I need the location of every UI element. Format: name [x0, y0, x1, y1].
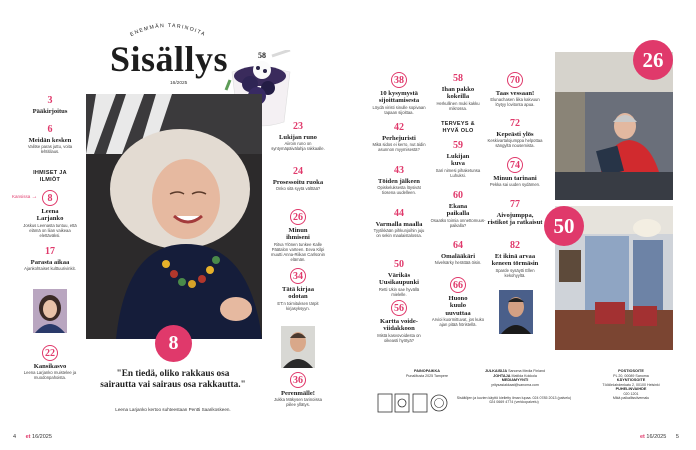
page-number: 72: [510, 118, 520, 129]
toc-entry-24[interactable]: [270, 166, 326, 191]
cover-page-ref: 58: [258, 51, 266, 60]
imprint-rights: Sisältöjen ja kuvien käyttö kielletty ilman lupaa. 024 0785 2013 (palvelu) 024 0669 4774 (verkkopalvelu): [456, 396, 572, 405]
imprint-phone-heading: PUHELINVAIHDE: [615, 387, 647, 391]
entry-description: Onko sitä syytä välttää?: [275, 186, 321, 192]
toc-entry-42[interactable]: [371, 122, 427, 152]
page-number: 38: [391, 72, 407, 88]
cover-label-text: Kansissa: [12, 194, 31, 199]
imprint-publisher: [470, 369, 560, 387]
right-issue: 16/2025: [646, 434, 667, 440]
entry-description: Opiskeluksesta löysivät tiosena uudelleen.: [377, 185, 421, 196]
page-number: 59: [453, 140, 463, 151]
imprint-director-text: Matilda Kokkola: [511, 373, 537, 378]
entry-title: Aivojumppa, ristikot ja ratkaisut: [487, 212, 543, 227]
entry-description: ET:n toimituksen tärpit kirjasyksyyn.: [277, 300, 319, 311]
left-folio: [13, 434, 52, 440]
imprint-publisher-heading: JULKAISIJA: [484, 369, 508, 373]
page-number: 43: [394, 165, 404, 176]
page-number: 82: [510, 240, 520, 251]
entry-title: Tätä kirjaa odotan: [281, 286, 315, 301]
toc-entry-23[interactable]: [270, 121, 326, 151]
toc-entry-43[interactable]: [371, 165, 427, 195]
quote-page-badge: 8: [155, 325, 192, 362]
entry-description: Sari nimesi pihaketunsa Luhuksi.: [435, 167, 481, 178]
toc-entry-74[interactable]: [487, 157, 543, 187]
cover-photo-leena-larjanko: [86, 94, 262, 339]
imprint-contact: [590, 369, 672, 400]
entry-title: Kartta voideviidakkoon: [380, 318, 418, 333]
entry-title: Töiden jälkeen: [378, 178, 420, 185]
toc-entry-3[interactable]: [20, 95, 80, 115]
toc-entry-70[interactable]: [487, 72, 543, 107]
left-issue: 16/2025: [32, 434, 52, 440]
svg-text:ENEMMÄN TARINOITA: [129, 22, 206, 38]
entry-description: Jukka Mäkysen tarinoissa piilee yllätys.: [274, 397, 322, 408]
imprint-web-text: Mikä paikallissiivemalu: [612, 396, 650, 400]
entry-description: Sparde sysäytti Ellen kekohyyltä.: [495, 267, 535, 278]
page-number: 6: [47, 124, 53, 135]
photo-badge-26: 26: [633, 40, 673, 80]
toc-entry-6[interactable]: [20, 124, 80, 154]
kicker-text: ENEMMÄN TARINOITA: [129, 22, 207, 39]
entry-title: Leena Larjanko: [36, 208, 64, 223]
right-folio: [640, 434, 679, 440]
entry-description: Nivelsärky herättää öisin.: [434, 260, 482, 266]
entry-description: Elunachasen liika kakvuun löytyy lovitonta apua.: [490, 97, 540, 108]
toc-entry-17[interactable]: [20, 246, 80, 271]
right-mag-name: et: [640, 434, 645, 440]
page-number: 42: [394, 122, 404, 133]
page-number: 26: [290, 209, 306, 225]
imprint-post-text: PL 20, 00089 Sanoma: [613, 373, 649, 378]
page-number: 17: [45, 246, 55, 257]
page-number: 24: [293, 166, 303, 177]
entry-description: Valitse paras juttu, voita lehtitilaus.: [27, 144, 73, 155]
left-page-number: 4: [13, 434, 17, 440]
entry-title: Prosessoitu ruoka: [272, 179, 324, 186]
main-quote: "En tiedä, oliko rakkaus osa sairautta vai sairaus osa rakkautta.": [100, 369, 246, 390]
quote-caption: Leena Larjanko kertoo suhteestaan Pentti Saarikoskeen.: [115, 407, 231, 412]
entry-description: Retti Ukin sae hyvällä mielelle.: [378, 286, 420, 297]
toc-entry-44[interactable]: [371, 208, 427, 238]
entry-title: Et ikinä arvaa keneen törmäsin: [491, 253, 539, 268]
imprint-post-heading: POSTIOSOITE: [618, 369, 644, 373]
imprint-media-heading: MEDIAMYYNTI: [501, 378, 529, 383]
entry-title: Taas vessaan!: [495, 90, 535, 97]
entry-title: 10 kysymystä sijoittamisesta: [378, 90, 420, 105]
page-number: 8: [42, 190, 58, 206]
entry-description: Mikä sidos ei kerro, nut äidin asunnon myymisestä?: [372, 142, 426, 153]
entry-description: Ajankohtaiset kulttuurivinkit.: [24, 266, 76, 272]
page-number: 64: [453, 240, 463, 251]
page-number: 70: [507, 72, 523, 88]
toc-entry-66[interactable]: [430, 277, 486, 327]
page-number: 74: [507, 157, 523, 173]
imprint-media-text: yritysasiakkaat@sanoma.com: [491, 382, 539, 387]
entry-description: Leena Larjanko muistelee ja muodonpahoista.: [23, 370, 77, 381]
toc-entry-8[interactable]: [20, 190, 80, 238]
entry-description: Herkullinen muki kakku mikrossa.: [436, 100, 480, 111]
page-number: 23: [293, 121, 303, 132]
eco-logos: [377, 392, 449, 414]
portrait-thumbnail-man: [499, 290, 533, 334]
toc-entry-56[interactable]: [371, 300, 427, 343]
page-number: 22: [42, 345, 58, 361]
right-page-number: 5: [675, 434, 679, 440]
toc-entry-26[interactable]: [270, 209, 326, 262]
entry-description: Osaatko toimia onnettomuuspaikalla?: [430, 217, 486, 228]
entry-title: Minun tarinani: [493, 175, 537, 182]
entry-title: Ihan pakko kokeilla: [441, 86, 475, 101]
photo-badge-50: 50: [544, 206, 584, 246]
imprint-visit-text: Töölönlahdenkatu 2, 00100 Helsinki: [602, 382, 660, 387]
toc-entry-38[interactable]: [371, 72, 427, 115]
entry-title: Perenmälle!: [281, 390, 315, 397]
page-number: 66: [450, 277, 466, 293]
page-number: 34: [290, 268, 306, 284]
entry-title: Kepeästi ylös: [496, 131, 534, 138]
entry-title: Minun ihmiseni: [286, 227, 310, 242]
entry-title: Kansikasvo: [33, 363, 67, 370]
page-number: 36: [290, 372, 306, 388]
toc-entry-50[interactable]: [371, 259, 427, 297]
entry-title: Pääkirjoitus: [32, 108, 68, 115]
imprint-publisher-text: Sanoma Media Finland: [508, 369, 546, 373]
toc-entry-22[interactable]: [20, 345, 80, 380]
entry-title: Ekana paikalla: [446, 203, 470, 218]
left-mag-name: et: [25, 434, 31, 440]
entry-description: Joskus Leenasta tuntuu, että elämä on liian vaikeaa elettäväksi.: [23, 222, 77, 238]
toc-entry-34[interactable]: [270, 268, 326, 311]
entry-title: Parasta aikaa: [30, 259, 70, 266]
page-number: 77: [510, 199, 520, 210]
toc-entry-82[interactable]: [487, 240, 543, 278]
arrow-right-icon: →: [31, 194, 38, 200]
entry-title: Värikäs Uusikaupunki: [379, 272, 419, 287]
entry-description: Ritva Ylönen tunkee Kalle Päätalon varteen. Eeva Kilpi muutti Anna-Riikan Carlsonin elämän.: [271, 241, 325, 262]
entry-title: Lukijan kuva: [446, 153, 470, 168]
entry-description: Tyytikkään pihkunjoihin juju on sekin maalaistalossa.: [373, 228, 425, 239]
page-number: 56: [391, 300, 407, 316]
imprint-print-text: PunaMusta 2025 Tampere: [405, 373, 449, 378]
imprint-print-heading: PAINOPAIKKA: [413, 369, 441, 373]
page-number: 60: [453, 190, 463, 201]
toc-entry-64[interactable]: [430, 240, 486, 265]
entry-description: Pekka sai uuden sydämen.: [489, 182, 541, 188]
toc-entry-59[interactable]: [430, 140, 486, 178]
entry-title: Huono kuulo uuvuttaa: [445, 295, 471, 317]
section-heading: IHMISET JA ILMIÖT: [33, 170, 67, 183]
toc-entry-72[interactable]: [487, 118, 543, 148]
entry-title: Lukijan runo: [279, 134, 317, 141]
imprint-print: [400, 369, 454, 378]
page-number: 50: [394, 259, 404, 270]
entry-description: Keskivartalojumppa helpottaa sängyltä nousemista.: [487, 138, 543, 149]
portrait-thumbnail-jukka: [281, 326, 315, 368]
imprint-director-heading: JOHTAJA: [493, 373, 511, 378]
page-number: 58: [453, 73, 463, 84]
toc-entry-60[interactable]: [430, 190, 486, 228]
page-title: Sisällys: [110, 39, 229, 79]
toc-entry-36[interactable]: [270, 372, 326, 407]
entry-title: Perhejuristi: [382, 135, 416, 142]
entry-description: Aiiroin runo on syntymäpäivälahja rakkaalle.: [271, 141, 325, 152]
entry-title: Varmalla maalla: [375, 221, 423, 228]
toc-entry-58[interactable]: [430, 73, 486, 111]
imprint-phone-text: 020 1201: [623, 391, 639, 396]
entry-title: Meidän kesken: [28, 137, 72, 144]
issue-number: 16/2025: [170, 81, 188, 86]
portrait-thumbnail-leena: [33, 289, 67, 333]
entry-description: Mistä kasvovoidesta on oikeasti hyötyä?: [377, 332, 421, 343]
section-heading: TERVEYS & HYVÄ OLO: [441, 121, 475, 134]
entry-title: Omalääkäri: [440, 253, 476, 260]
toc-entry-77[interactable]: [487, 199, 543, 227]
entry-description: Arvioi kuormittuvat, jos kuko ajan pitää höristellä.: [431, 317, 485, 328]
entry-description: Löydä viristi sinulle sopivaan tapaan sijoittaa.: [372, 104, 426, 115]
imprint-visit-heading: KÄYNTIOSOITE: [616, 378, 646, 382]
page-number: 3: [47, 95, 53, 106]
page-number: 44: [394, 208, 404, 219]
